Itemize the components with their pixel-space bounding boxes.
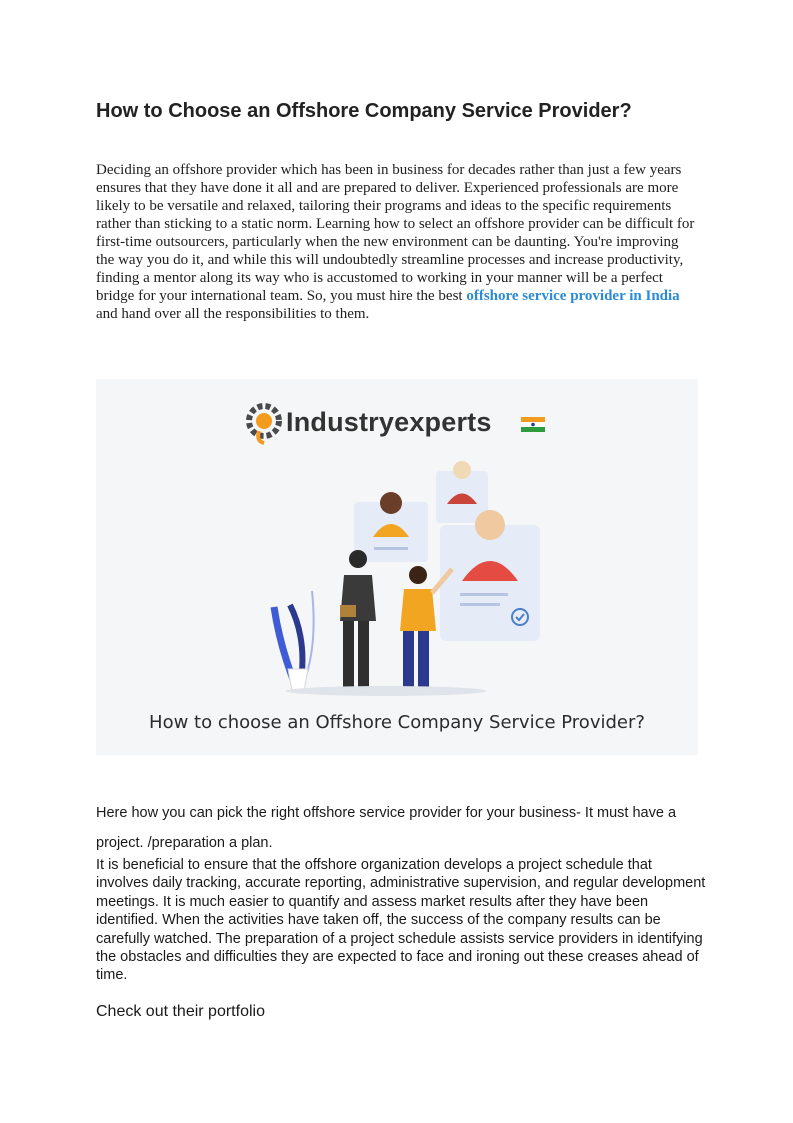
intro-text-start: Deciding an offshore provider which has been in business for decades rather than just a few years ensures that they have done it all and are prepared to deliver. Experienced professionals are more likely to be versatile and relaxed, tailoring their programs and ideas to the specific requirements rather than sticking to a static norm. Learning how to select an offshore provider can be difficult for first-time outsourcers, particularly when the new environment can be daunting. You're improving the way you do it, and while this will undoubtedly streamline processes and increase productivity, finding a mentor along its way who is accustomed to working in your manner will be a perfect bridge for your international team. So, you must hire the best bbox=[96, 162, 695, 304]
businessman-figure bbox=[340, 550, 376, 687]
page-title: How to Choose an Offshore Company Service Provider? bbox=[96, 100, 632, 122]
plant-illustration bbox=[274, 591, 314, 691]
logo-text: Industryexperts bbox=[286, 407, 492, 437]
offshore-provider-link[interactable]: offshore service provider in India bbox=[466, 288, 680, 304]
logo-gear-icon bbox=[249, 406, 279, 443]
paragraph-2: It is beneficial to ensure that the offshore organization develops a project schedule that involves daily tracking, accurate reporting, administrative supervision, and regular development meetings. It is much easier to quantify and assess market results after they have been identified. When the activities have taken off, the success of the company results can be carefully watched. The preparation of a project schedule assists service providers in identifying the obstacles and difficulties they are expected to face and ironing out these creases ahead of time. bbox=[96, 857, 706, 984]
intro-text-end: and hand over all the responsibilities to them. bbox=[96, 306, 370, 322]
profile-card-left bbox=[354, 492, 428, 562]
profile-card-main bbox=[440, 510, 540, 641]
banner-caption: How to choose an Offshore Company Service Provider? bbox=[149, 712, 645, 733]
paragraph-1: Here how you can pick the right offshore service provider for your business- It must have a project. /preparation a plan. bbox=[96, 805, 677, 851]
india-flag-icon bbox=[521, 417, 545, 432]
banner-image bbox=[96, 379, 698, 755]
intro-paragraph bbox=[96, 161, 700, 323]
section-heading-portfolio: Check out their portfolio bbox=[96, 1003, 265, 1020]
